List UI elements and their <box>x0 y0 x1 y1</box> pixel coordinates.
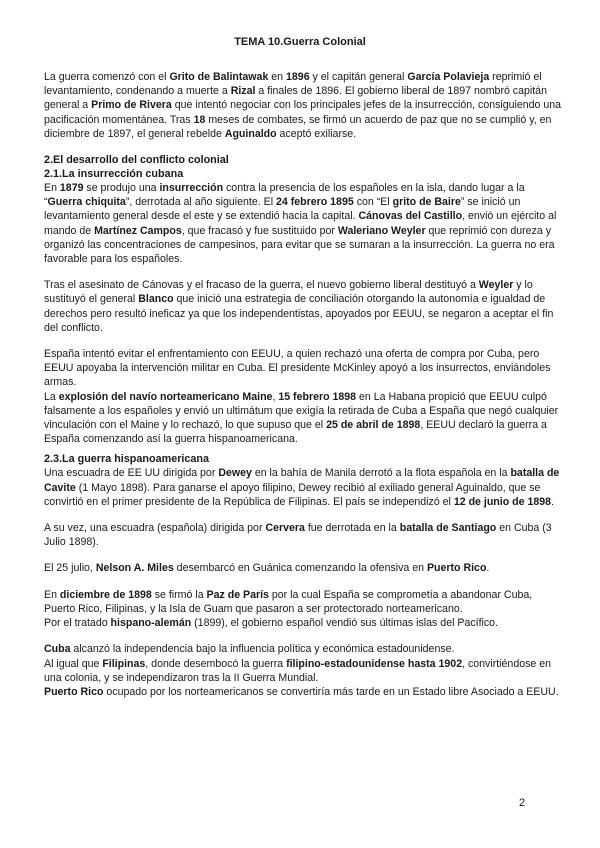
bold-term: García Polavieja <box>407 71 490 83</box>
text-run: ” se inició un levantamiento general desde el este y se extendió hacia la capital. <box>44 196 521 223</box>
text-run: El 25 julio, <box>44 562 96 575</box>
text-run: que intentó negociar con los principales jefes de la insurrección, consiguiendo una pacificación momentánea. Tras <box>44 99 562 126</box>
bold-term: 12 de junio de 1898 <box>453 495 552 508</box>
text-run: En <box>44 182 60 195</box>
war-paragraph <box>44 561 564 575</box>
cuba-paragraph <box>44 347 564 390</box>
subsection-heading-war: 2.3.La guerra hispanoamericana <box>44 453 210 466</box>
bold-term: 24 febrero 1895 <box>276 196 354 209</box>
text-run: La <box>44 390 59 403</box>
text-run: en la bahía de Manila derrotó a la flota española en la <box>251 467 511 480</box>
bold-term: 15 febrero 1898 <box>278 390 357 403</box>
text-run: . <box>486 562 490 575</box>
cuba-paragraph <box>44 390 564 447</box>
text-run: , envió un ejército al mando de <box>44 210 557 237</box>
bold-term: Nelson A. Miles <box>95 562 174 575</box>
text-run: y el capitán general <box>309 71 408 83</box>
bold-term: Cánovas del Castillo <box>358 210 463 223</box>
bold-term: explosión del navío norteamericano Maine <box>58 390 273 403</box>
text-run: (1 Mayo 1898). Para ganarse el apoyo filipino, Dewey recibió al exiliado general Aguinaldo, que se convirtió en el primer presidente de la República de Filipinas. El país se independizó el <box>44 481 541 508</box>
text-run: con “El <box>353 196 393 209</box>
text-run: Una escuadra de EE UU dirigida por <box>44 467 219 480</box>
war-paragraph <box>44 521 564 549</box>
bold-term: Primo de Rivera <box>91 99 172 112</box>
document-title: TEMA 10.Guerra Colonial <box>234 36 366 48</box>
document-body <box>44 70 564 711</box>
war-paragraph <box>44 588 564 616</box>
bold-term: 1896 <box>286 71 310 83</box>
war-paragraph <box>44 616 564 630</box>
text-run: ”, derrotada al año siguiente. El <box>125 196 276 209</box>
bold-term: Puerto Rico <box>426 562 487 575</box>
bold-term: filipino-estadounidense hasta 1902 <box>286 657 463 670</box>
text-run: Tras el asesinato de Cánovas y el fracaso de la guerra, el nuevo gobierno liberal destituyó a <box>44 279 479 292</box>
bold-term: Rizal <box>230 85 256 98</box>
conclusion-paragraph <box>44 685 564 699</box>
text-run: , que fracasó y fue sustituido por <box>181 224 338 237</box>
bold-term: Dewey <box>218 467 252 480</box>
text-run: , donde desembocó la guerra <box>145 657 287 670</box>
bold-term: Blanco <box>138 293 174 306</box>
text-run: y lo sustituyó el general <box>44 279 533 306</box>
text-run: en <box>268 71 287 83</box>
text-run: aceptó exiliarse. <box>276 127 357 140</box>
conclusion-paragraph <box>44 642 564 656</box>
text-run: alcanzó la independencia bajo la influencia política y económica estadounidense. <box>70 643 455 656</box>
text-run: que reprimió con dureza y organizó las concentraciones de campesinos, para evitar que se sumaran a la insurrección. La guerra no era favorable para los españoles. <box>44 224 555 266</box>
bold-term: 25 de abril de 1898 <box>326 419 421 432</box>
bold-term: Cervera <box>265 522 305 535</box>
text-run: En <box>44 588 60 601</box>
text-run: se firmó la <box>151 588 207 601</box>
text-run: desembarcó en Guánica comenzando la ofensiva en <box>173 562 427 575</box>
text-run: meses de combates, se firmó un acuerdo de paz que no se cumplió y, en diciembre de 1897, el general rebelde <box>44 113 552 140</box>
text-run: en Cuba (3 Julio 1898). <box>44 522 552 549</box>
text-run: , EEUU declaró la guerra a España comenzando así la guerra hispanoamericana. <box>44 419 547 446</box>
bold-term: Guerra chiquita <box>47 196 126 209</box>
text-run: en La Habana propició que EEUU culpó falsamente a los españoles y envió un ultimátum que exigía la retirada de Cuba a España que negó cualquier vinculación con el Maine y lo rechazó, lo que supuso que el <box>44 390 559 432</box>
intro-paragraph <box>44 70 564 141</box>
text-run: A su vez, una escuadra (española) dirigida por <box>44 522 266 535</box>
text-run: por la cual España se comprometía a abandonar Cuba, Puerto Rico, Filipinas, y la Isla de Guam que pasaron a ser protectorado norteamericano. <box>44 588 533 615</box>
cuba-paragraph <box>44 278 564 335</box>
conclusion-paragraph <box>44 657 564 685</box>
bold-term: Weyler <box>478 279 514 292</box>
bold-term: 1879 <box>59 182 84 195</box>
bold-term: hispano-alemán <box>110 617 192 630</box>
page-number: 2 <box>519 797 526 809</box>
bold-term: insurrección <box>159 182 224 195</box>
bold-term: grito de Baire <box>392 196 461 209</box>
bold-term: batalla de Cavite <box>44 467 560 494</box>
text-run: se produjo una <box>83 182 160 195</box>
bold-term: Paz de París <box>206 588 269 601</box>
section-heading: 2.El desarrollo del conflicto colonial <box>44 154 229 167</box>
text-run: fue derrotada en la <box>304 522 400 535</box>
bold-term: Cuba <box>44 643 71 656</box>
bold-term: 18 <box>193 113 206 126</box>
cuba-paragraph <box>44 181 564 266</box>
text-run: contra la presencia de los españoles en la isla, dando lugar a la “ <box>44 182 525 209</box>
bold-term: Filipinas <box>102 657 146 670</box>
bold-term: Puerto Rico <box>44 685 104 698</box>
text-run: , <box>272 390 279 403</box>
bold-term: Waleriano Weyler <box>337 224 426 237</box>
text-run: a finales de 1896. El gobierno liberal de 1897 nombró capitán general a <box>44 85 547 112</box>
text-run: (1899), el gobierno español vendió sus últimas islas del Pacífico. <box>191 617 499 630</box>
text-run: , convirtiéndose en una colonia, y se independizaron tras la II Guerra Mundial. <box>44 657 552 684</box>
text-run: Por el tratado <box>44 617 111 630</box>
text-run: que inició una estrategia de conciliación otorgando la autonomía e igualdad de derechos pero resultó ineficaz ya que los independentistas, apoyados por EEUU, se negaron a aceptar el fin del conflicto. <box>44 293 554 334</box>
bold-term: Aguinaldo <box>224 127 277 140</box>
bold-term: batalla de Santiago <box>399 522 497 535</box>
bold-term: diciembre de 1898 <box>59 588 152 601</box>
text-run: . <box>551 495 554 508</box>
war-paragraph <box>44 466 564 509</box>
bold-term: Martínez Campos <box>94 224 182 237</box>
subsection-heading-cuba: 2.1.La insurrección cubana <box>44 168 184 181</box>
text-run: Al igual que <box>44 657 103 670</box>
text-run: España intentó evitar el enfrentamiento con EEUU, a quien rechazó una oferta de compra por Cuba, pero EEUU apoyaba la intervención militar en Cuba. El presidente McKinley apoyó a los insurrectos, enviándoles armas. <box>44 348 551 389</box>
text-run: ocupado por los norteamericanos se convertiría más tarde en un Estado libre Asociado a EEUU. <box>103 685 559 698</box>
bold-term: Grito de Balintawak <box>169 71 269 83</box>
text-run: La guerra comenzó con el <box>44 71 170 83</box>
text-run: reprimió el levantamiento, condenando a muerte a <box>44 71 542 98</box>
